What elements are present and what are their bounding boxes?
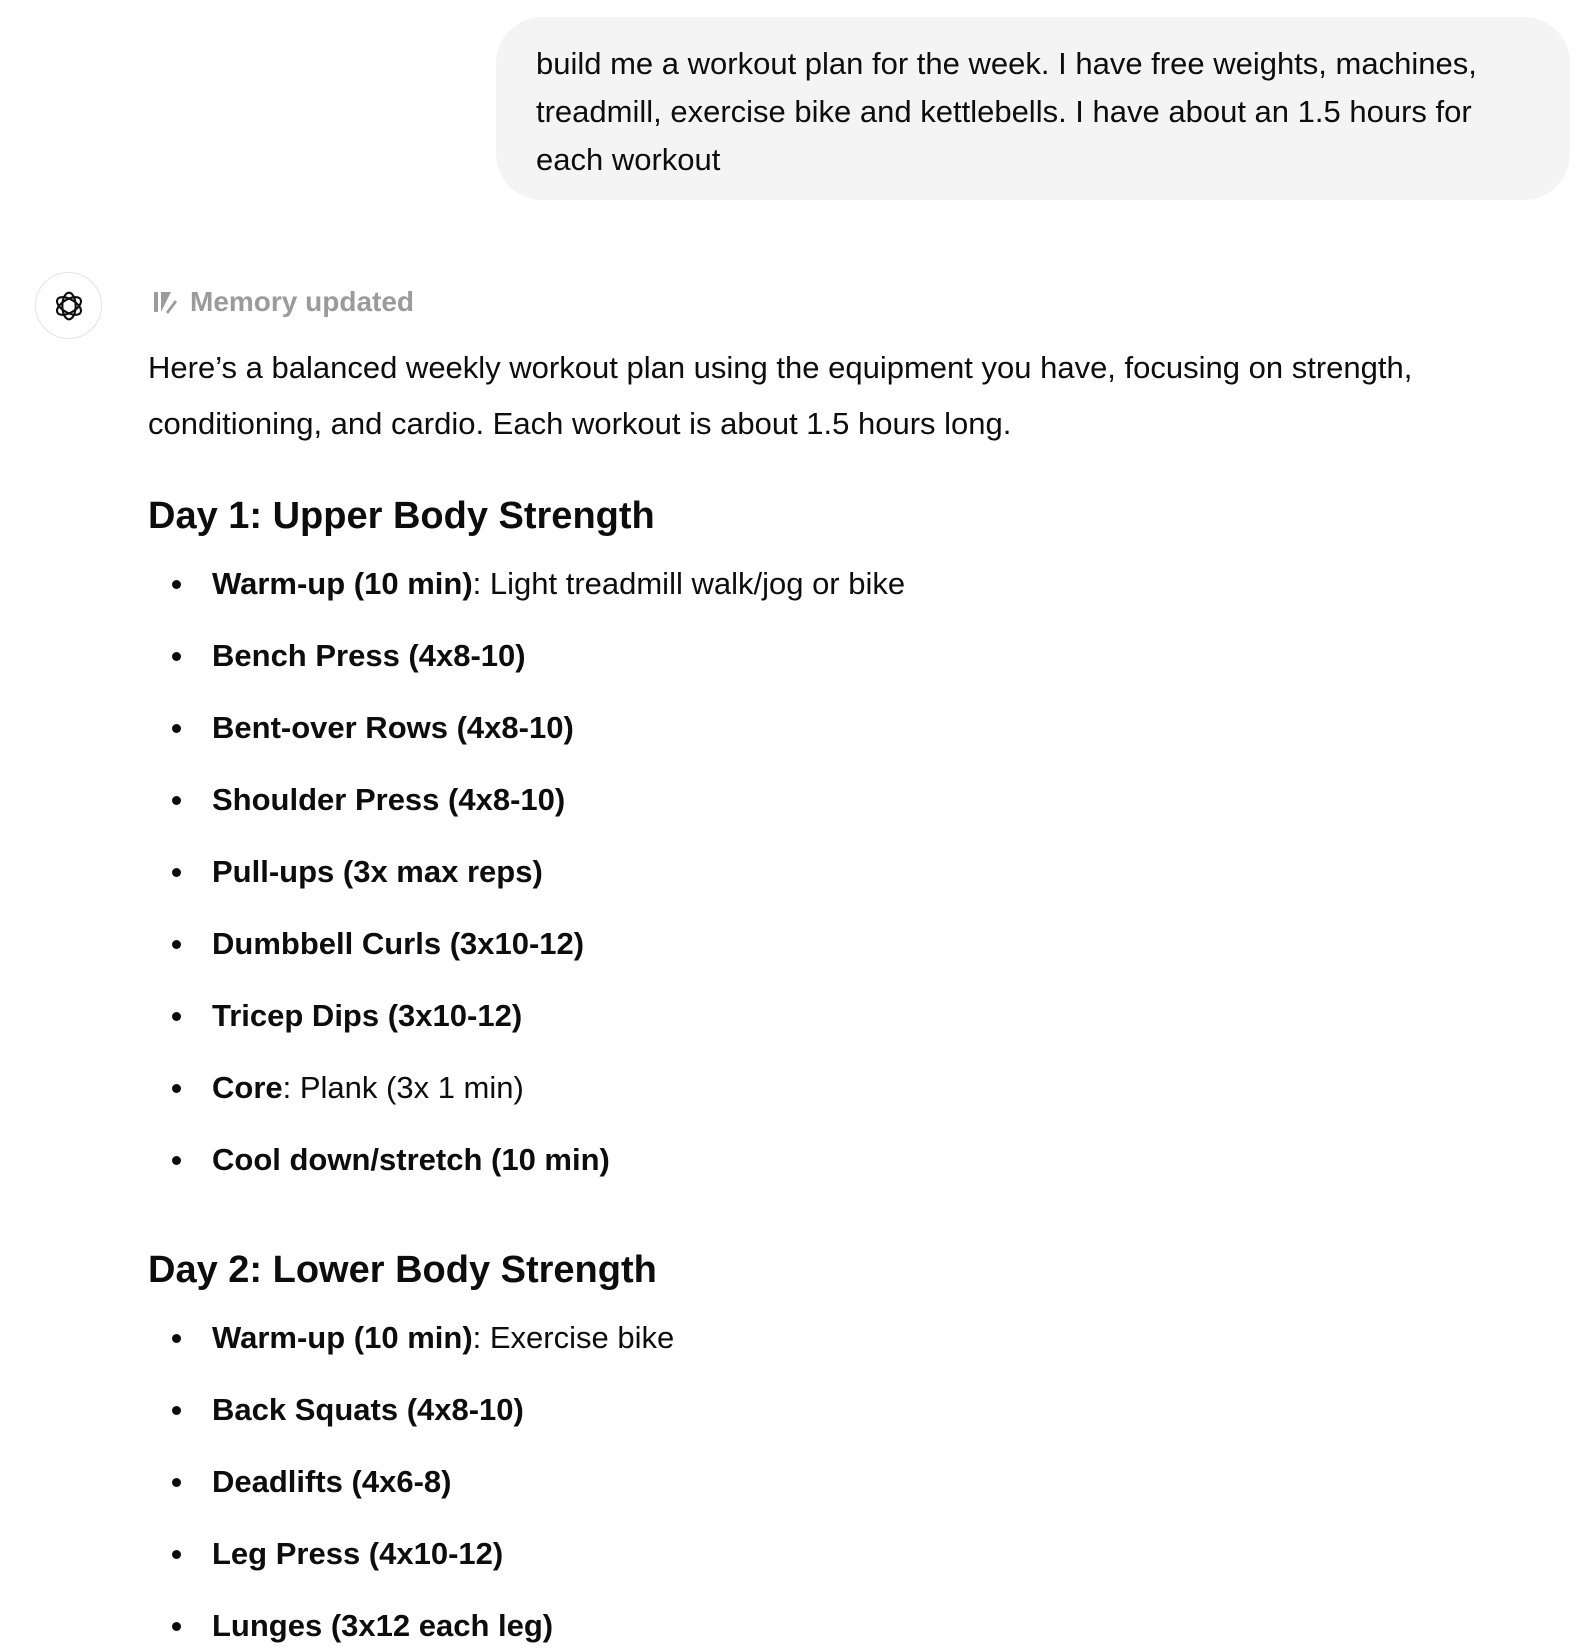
exercise-name: Cool down/stretch (10 min)	[212, 1142, 610, 1177]
exercise-name: Leg Press (4x10-12)	[212, 1536, 504, 1571]
exercise-name: Bent-over Rows (4x8-10)	[212, 710, 574, 745]
bullet-dot	[172, 1478, 181, 1487]
user-message-bubble	[496, 17, 1570, 200]
bullet-dot	[172, 652, 181, 661]
list-item	[148, 1602, 1568, 1652]
bullet-dot	[172, 1622, 181, 1631]
bullet-dot	[172, 1334, 181, 1343]
openai-logo-icon	[50, 287, 88, 325]
memory-updated-indicator[interactable]	[152, 284, 414, 320]
list-item	[148, 920, 1568, 992]
bullet-dot	[172, 1084, 181, 1093]
exercise-name: Core	[212, 1070, 283, 1105]
list-item	[148, 632, 1568, 704]
memory-updated-label: Memory updated	[190, 286, 415, 317]
bullet-dot	[172, 1012, 181, 1021]
bullet-dot	[172, 940, 181, 949]
list-item	[148, 560, 1568, 632]
bullet-dot	[172, 796, 181, 805]
exercise-detail: : Exercise bike	[472, 1320, 675, 1355]
list-item	[148, 1530, 1568, 1602]
exercise-name: Back Squats (4x8-10)	[212, 1392, 524, 1427]
list-item	[148, 1458, 1568, 1530]
exercise-name: Warm-up (10 min)	[212, 566, 473, 601]
list-item	[148, 776, 1568, 848]
exercise-name: Tricep Dips (3x10-12)	[212, 998, 523, 1033]
exercise-name: Pull-ups (3x max reps)	[212, 854, 543, 889]
user-message-text: build me a workout plan for the week. I have free weights, machines, treadmill, exercise bike and kettlebells. I have about an 1.5 hours for each workout	[536, 46, 1477, 177]
list-item	[148, 1314, 1568, 1386]
day-2-exercise-list	[148, 1314, 1568, 1652]
day-2-heading: Day 2: Lower Body Strength	[148, 1249, 657, 1291]
list-item	[148, 992, 1568, 1064]
list-item	[148, 1064, 1568, 1136]
exercise-name: Warm-up (10 min)	[212, 1320, 473, 1355]
bullet-dot	[172, 1550, 181, 1559]
exercise-name: Dumbbell Curls (3x10-12)	[212, 926, 585, 961]
list-item	[148, 704, 1568, 776]
day-1-exercise-list	[148, 560, 1568, 1208]
exercise-detail: : Light treadmill walk/jog or bike	[472, 566, 906, 601]
exercise-name: Deadlifts (4x6-8)	[212, 1464, 452, 1499]
assistant-message	[148, 340, 1568, 1652]
list-item	[148, 1136, 1568, 1208]
bullet-dot	[172, 868, 181, 877]
exercise-detail: : Plank (3x 1 min)	[282, 1070, 524, 1105]
day-1-heading: Day 1: Upper Body Strength	[148, 495, 655, 537]
list-item	[148, 848, 1568, 920]
exercise-name: Shoulder Press (4x8-10)	[212, 782, 566, 817]
exercise-name: Lunges (3x12 each leg)	[212, 1608, 554, 1643]
bullet-dot	[172, 1156, 181, 1165]
bullet-dot	[172, 580, 181, 589]
memory-edit-icon	[152, 289, 178, 315]
bullet-dot	[172, 1406, 181, 1415]
exercise-name: Bench Press (4x8-10)	[212, 638, 526, 673]
bullet-dot	[172, 724, 181, 733]
assistant-intro: Here’s a balanced weekly workout plan using the equipment you have, focusing on strength, conditioning, and cardio. Each workout is about 1.5 hours long.	[148, 350, 1413, 441]
assistant-avatar	[35, 272, 102, 339]
list-item	[148, 1386, 1568, 1458]
